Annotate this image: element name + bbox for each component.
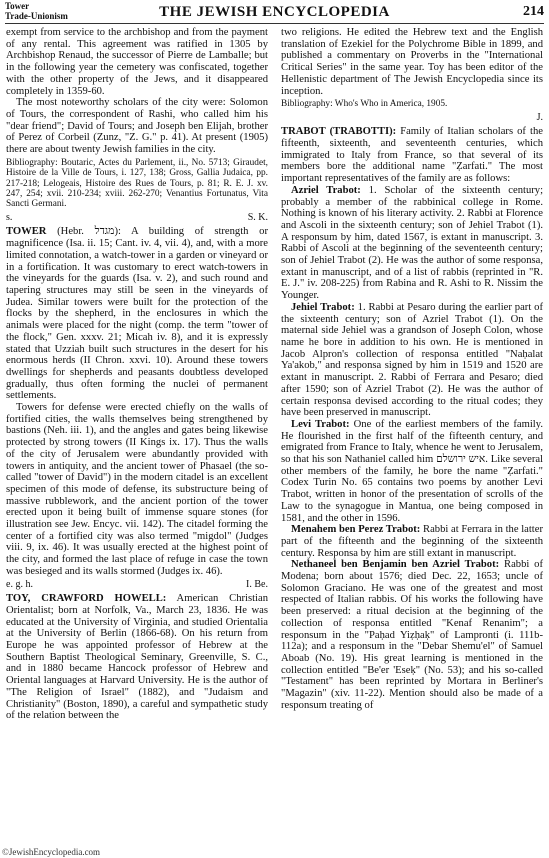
tours-bibliography: Bibliography: Boutaric, Actes du Parlement, ii., No. 5713; Giraudet, Histoire de la Ville de Tours, i. 127, 138; Gross, Gallia Judaica, pp. 217-218; Lelogeais, Histoire des Rues de Tours, p. 81; R. E. J. xv. 247, 254; xvii. 210-234; xviii. 262-270; Venantius Fortunatus, Vita Sancti Germani. [6, 157, 268, 210]
tower-sig-left: e. g. h. [6, 578, 33, 590]
tours-signature [6, 212, 268, 224]
category-top: Tower [5, 1, 30, 11]
toy-signature [281, 112, 543, 124]
tower-text-1: (Hebr. מגדל): A building of strength or magnificence (Isa. ii. 15; Cant. iv. 4, vii. 4), and, with a more limited connotation, a watch-tower in a garden or vineyard or in a fortification. It was customary to erect watch-towers in the vineyards for the guards (Isa. v. 2), and such round and tapering structures may still be seen in the vineyards of Judea. Similar towers were built for the protection of the flocks by the shepherd, in the enclosures in which the animals were placed for the night (comp. the term "tower of the flock," Gen. xxxv. 21; Micah iv. 8), and it is expressly stated that Uzziah built such structures in the desert for his enormous herds (II Chron. xxvi. 10). Around these towers dwellings for shepherds and peasants doubtless developed gradually, thus often forming the nuclei of permanent settlements. [6, 226, 268, 402]
tours-sig-right: S. K. [247, 211, 268, 223]
trabot-text: Family of Italian scholars of the fifteenth, sixteenth, and seventeenth centuries, which immigrated to Italy from France, so that several of its members bore the additional name "Ẓarfati." The most important representatives of the family are as follows: [281, 126, 543, 185]
azriel-text: 1. Scholar of the sixteenth century; probably a member of the rabbinical college in Rome. Nothing is known of his literary activity. 2. Rabbi at Florence and Ascoli in the sixteenth century; son of Jehiel Trabot (1). A responsum by him, dated 1567, is extant in manuscript. 3. Rabbi of Ascoli at the beginning of the seventeenth century; son of Jehiel Trabot (2). He was the author of some responsa, extant in manuscript, and of a list of rabbis (reprinted in "R. E. J." iv. 208-225) from Rabina and R. Ashi to R. Nissim the Younger. [281, 184, 544, 302]
category-bottom: Trade-Unionism [5, 10, 68, 21]
tours-paragraph-2: The most noteworthy scholars of the city were: Solomon of Tours, the correspondent of Rashi, who called him his "dear friend"; David of Tours; and Joseph ben Elijah, brother of Perez of Corbeil (Zunz, "Z. G." p. 41). At present (1905) there are about twenty Jewish families in the city. [6, 97, 268, 156]
nethaneel-text: Rabbi of Modena; born about 1576; died Dec. 22, 1653; uncle of Solomon Graciano. He was one of the greatest and most respected of Italian rabbis. Of his works the following have been preserved: a ritual decision at the beginning of the collection of responsa entitled "Kenaf Renanim"; a responsum in the "Paḥad Yiẓḥaḳ" of Lampronti (i. 111b-112a); and a responsum in the "Debar Shemu'el" of Samuel Aboab (No. 19). His great learning is mentioned in the collection entitled "Be'er 'Eseḳ" (No. 53); and his so-called "Testament" has been reprinted by Mortara in Berliner's "Magazin" (xiv. 11-22). Mention should also be made of a responsum treating of [281, 559, 543, 711]
toy-bibliography: Bibliography: Who's Who in America, 1905. [281, 99, 448, 110]
menahem-text: Rabbi at Ferrara in the latter part of the fifteenth and the beginning of the sixteenth century. Responsa by him are still extant in manuscript. [281, 524, 543, 559]
toy-text: American Christian Orientalist; born at Norfolk, Va., March 23, 1836. He was educated at the University of Virginia, and studied Orientalia at the University of Berlin (1866-68). On his return from Europe he was appointed professor of Hebrew at the Southern Baptist Theological Seminary, Greenville, S. C., and in 1880 became Hancock professor of Hebrew and Oriental languages at Harvard University. He is the author of "The Religion of Israel" (1882), and "Judaism and Christianity" (Boston, 1890), a careful and sympathetic study of the relation between the [6, 593, 268, 722]
header-rule [5, 23, 544, 24]
nethaneel-entry [281, 559, 543, 711]
menahem-entry [281, 524, 543, 559]
toy-headword: TOY, CRAWFORD HOWELL: [6, 593, 167, 605]
jehiel-text: 1. Rabbi at Pesaro during the earlier part of the sixteenth century; son of Azriel Trabot (1). On the maternal side Jehiel was a grandson of Joseph Colon, whose name he bore in addition to his own. He is mentioned in Jacob Alpron's collection of responsa entitled "Naḥalat Ya'akob," and responsa signed by him in 1519 and 1520 are extant in manuscript. 2. Rabbi of Ferrara and Pesaro; died after 1590; son of Azriel Trabot (2). He was the author of certain responsa devised according to the ritual codes; they have been preserved in manuscript. [281, 301, 544, 419]
trabot-entry [281, 126, 543, 185]
page-number: 214 [523, 4, 544, 19]
jehiel-heading: Jehiel Trabot: [291, 301, 355, 313]
tower-entry [6, 226, 268, 402]
levi-text: One of the earliest members of the family. He flourished in the first half of the fifteenth century, and emigrated from France to Italy, whence he went to Jerusalem, so that his son Nathaniel called him איש ירושלם. Like several other members of the family, he bore the name "Ẓarfati." Codex Turin No. 65 contains two poems by another Levi Trabot, written in honor of the presentation of scrolls of the Law to the synagogue in Mantua, one being composed in 1581, and the other in 1596. [281, 418, 543, 524]
tours-sig-left: s. [6, 211, 13, 223]
levi-heading: Levi Trabot: [291, 418, 350, 430]
jehiel-entry [281, 302, 543, 419]
encyclopedia-title: THE JEWISH ENCYCLOPEDIA [159, 4, 390, 20]
tower-paragraph-2: Towers for defense were erected chiefly on the walls of fortified cities, the walls themselves being strengthened by bastions (Neh. iii. 1), and the angles and gates being likewise protected by strong towers (II Kings ix. 17). Thus the walls of the city of Jerusalem were abundantly provided with towers in antiquity, and the ancient tower of Phasael (the so-called "tower of David") in the modern citadel is an excellent specimen of this mode of defense, its substructure being of massive rubblework, and the ancient portion of the tower erected upon it being built of immense square stones (for illustration see Jew. Encyc. vii. 142). The citadel forming the center of a fortified city was also termed "migdol" (Judges viii. 9, ix. 46). It was usually erected at the highest point of the city, and formed the last place of refuge in case the town was besieged and its walls stormed (Judges ix. 46). [6, 402, 268, 577]
nethaneel-heading: Nethaneel ben Benjamin ben Azriel Trabot: [291, 559, 500, 571]
toy-sig-right: J. [536, 111, 543, 123]
menahem-heading: Menahem ben Perez Trabot: [291, 524, 421, 536]
toy-entry [6, 593, 268, 722]
toy-continuation: two religions. He edited the Hebrew text and the English translation of Ezekiel for the Polychrome Bible in 1899, and published a commentary on Proverbs in the "International Critical Series" in the same year. Toy has been editor of the Hellenistic department of The Jewish Encyclopedia since its inception. [281, 27, 543, 97]
tower-sig-right: I. Be. [246, 578, 268, 590]
left-column [6, 27, 268, 722]
trabot-headword: TRABOT (TRABOTTI): [281, 126, 397, 138]
tours-paragraph-1: exempt from service to the archbishop and from the payment of any rental. This agreement was ratified in 1305 by Archbishop Renaud, the successor of Pierre de Lamballe; but in the following year the cemetery was confiscated, together with the other property of the Jews, and it disappeared completely in 1359-60. [6, 27, 268, 97]
tower-signature [6, 579, 268, 591]
right-column [281, 27, 543, 711]
levi-entry [281, 419, 543, 524]
copyright-footer: ©JewishEncyclopedia.com [2, 847, 101, 857]
azriel-heading: Azriel Trabot: [291, 184, 361, 196]
azriel-entry [281, 185, 543, 302]
page-header [5, 2, 544, 22]
tower-headword: TOWER [6, 226, 47, 238]
